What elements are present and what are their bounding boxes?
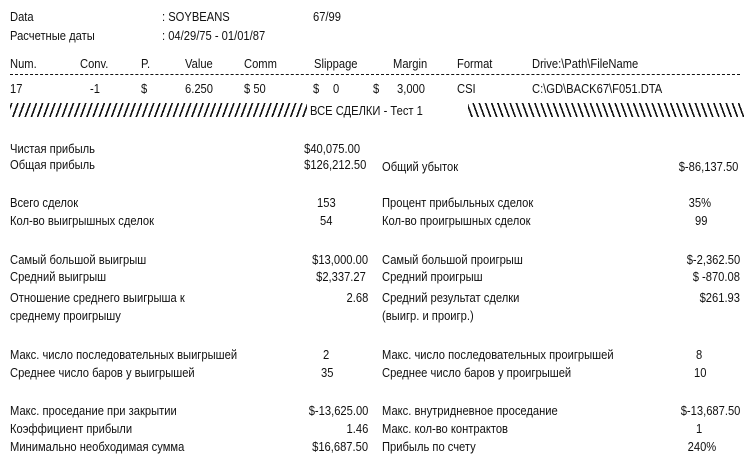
format-value: CSI (457, 81, 476, 96)
max-consec-losses-label: Макс. число последовательных проигрышей (382, 347, 614, 362)
avg-win-value: $2,337.27 (316, 269, 366, 284)
header-divider (10, 74, 740, 75)
col-slippage-header: Slippage (314, 56, 358, 71)
avg-loss-label: Средний проигрыш (382, 269, 483, 284)
avg-trade-label-line2: (выигр. и проигр.) (382, 308, 474, 323)
largest-win-value: $13,000.00 (312, 252, 368, 267)
gross-profit-value: $126,212.50 (303, 157, 366, 172)
pct-profitable-label: Процент прибыльных сделок (382, 195, 534, 210)
max-consec-wins-value: 2 (322, 347, 329, 362)
col-num-header: Num. (10, 56, 37, 71)
avg-bars-win-label: Среднее число баров у выигрышей (10, 365, 195, 380)
return-value: 240% (687, 439, 716, 454)
max-intraday-dd-label: Макс. внутридневное проседание (382, 403, 558, 418)
max-contracts-value: 1 (695, 421, 702, 436)
banner-title: ВСЕ СДЕЛКИ - Тест 1 (310, 103, 423, 118)
num-value: 17 (10, 81, 23, 96)
col-margin-header: Margin (393, 56, 428, 71)
value-value: 6.250 (185, 81, 213, 96)
ratio-value: 2.68 (346, 290, 368, 305)
dates-value: : 04/29/75 - 01/01/87 (162, 28, 266, 43)
col-format-header: Format (457, 56, 493, 71)
conv-value: -1 (90, 81, 100, 96)
max-close-dd-label: Макс. проседание при закрытии (10, 403, 177, 418)
avg-trade-value: $261.93 (699, 290, 740, 305)
max-close-dd-value: $-13,625.00 (308, 403, 368, 418)
total-trades-value: 153 (317, 195, 336, 210)
file-value: C:\GD\BACK67\F051.DTA (532, 81, 663, 96)
max-intraday-dd-value: $-13,687.50 (680, 403, 740, 418)
col-file-header: Drive:\Path\FileName (532, 56, 639, 71)
gross-loss-value: $-86,137.50 (678, 159, 738, 174)
profit-factor-value: 1.46 (346, 421, 368, 436)
ratio-label-line1: Отношение среднего выигрыша к (10, 290, 185, 305)
largest-win-label: Самый большой выигрыш (10, 252, 147, 267)
winning-trades-value: 54 (319, 213, 332, 228)
avg-bars-loss-label: Среднее число баров у проигрышей (382, 365, 572, 380)
data-value: : SOYBEANS (162, 9, 230, 24)
col-value-header: Value (185, 56, 213, 71)
losing-trades-value: 99 (694, 213, 707, 228)
gross-profit-label: Общая прибыль (10, 157, 95, 172)
return-label: Прибыль по счету (382, 439, 476, 454)
avg-trade-label-line1: Средний результат сделки (382, 290, 520, 305)
banner-slashes-right (468, 103, 744, 117)
col-conv-header: Conv. (80, 56, 109, 71)
banner-slashes-left (10, 103, 307, 117)
largest-loss-label: Самый большой проигрыш (382, 252, 523, 267)
total-trades-label: Всего сделок (10, 195, 79, 210)
slippage-currency: $ (313, 81, 320, 96)
net-profit-value: $40,075.00 (304, 141, 360, 156)
pct-profitable-value: 35% (688, 195, 711, 210)
ratio-label-line2: среднему проигрышу (10, 308, 121, 323)
max-contracts-label: Макс. кол-во контрактов (382, 421, 508, 436)
avg-bars-loss-value: 10 (693, 365, 706, 380)
col-p-header: P. (141, 56, 151, 71)
net-profit-label: Чистая прибыль (10, 141, 95, 156)
data-code: 67/99 (313, 9, 341, 24)
winning-trades-label: Кол-во выигрышных сделок (10, 213, 155, 228)
section-banner (10, 101, 744, 119)
avg-bars-win-value: 35 (320, 365, 333, 380)
comm-value: $ 50 (244, 81, 266, 96)
p-value: $ (141, 81, 148, 96)
slippage-value: 0 (333, 81, 340, 96)
avg-win-label: Средний выигрыш (10, 269, 107, 284)
margin-value: 3,000 (397, 81, 425, 96)
data-label: Data (10, 9, 34, 24)
largest-loss-value: $-2,362.50 (686, 252, 740, 267)
max-consec-wins-label: Макс. число последовательных выигрышей (10, 347, 238, 362)
gross-loss-label: Общий убыток (382, 159, 459, 174)
max-consec-losses-value: 8 (695, 347, 702, 362)
min-account-value: $16,687.50 (312, 439, 368, 454)
min-account-label: Минимально необходимая сумма (10, 439, 185, 454)
dates-label: Расчетные даты (10, 28, 95, 43)
losing-trades-label: Кол-во проигрышных сделок (382, 213, 531, 228)
profit-factor-label: Коэффициент прибыли (10, 421, 133, 436)
margin-currency: $ (373, 81, 380, 96)
avg-loss-value: $ -870.08 (692, 269, 740, 284)
col-comm-header: Comm (244, 56, 277, 71)
